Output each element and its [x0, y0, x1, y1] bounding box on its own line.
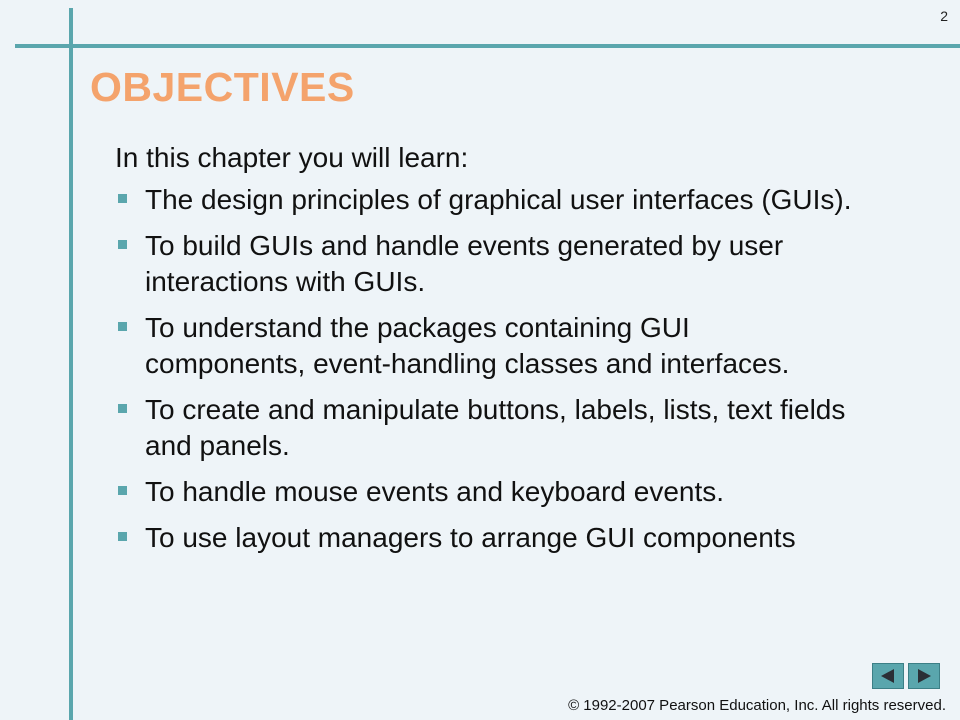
objective-item [115, 182, 855, 218]
objective-text: To create and manipulate buttons, labels, lists, text fields and panels. [145, 394, 846, 461]
square-bullet-icon [118, 322, 127, 331]
page-number: 2 [940, 8, 948, 24]
objective-text: To understand the packages containing GUI components, event-handling classes and interfaces. [145, 312, 790, 379]
copyright-notice: © 1992-2007 Pearson Education, Inc. All rights reserved. [568, 697, 946, 714]
next-slide-icon [915, 668, 933, 684]
objective-item [115, 520, 855, 556]
objectives-list [115, 182, 855, 566]
objective-item [115, 474, 855, 510]
square-bullet-icon [118, 486, 127, 495]
objective-text: To handle mouse events and keyboard events. [145, 476, 725, 507]
slide-title: OBJECTIVES [90, 64, 355, 110]
previous-slide-button[interactable] [872, 663, 904, 689]
square-bullet-icon [118, 240, 127, 249]
slide-navigation [872, 663, 940, 689]
vertical-rule [69, 8, 73, 720]
intro-text: In this chapter you will learn: [115, 142, 469, 173]
next-slide-button[interactable] [908, 663, 940, 689]
square-bullet-icon [118, 532, 127, 541]
objective-item [115, 310, 855, 382]
objective-text: To use layout managers to arrange GUI components [145, 522, 796, 553]
previous-slide-icon [879, 668, 897, 684]
objective-text: The design principles of graphical user interfaces (GUIs). [145, 184, 852, 215]
square-bullet-icon [118, 404, 127, 413]
objective-text: To build GUIs and handle events generated by user interactions with GUIs. [145, 230, 784, 297]
objective-item [115, 228, 855, 300]
square-bullet-icon [118, 194, 127, 203]
horizontal-rule [15, 44, 960, 48]
objective-item [115, 392, 855, 464]
